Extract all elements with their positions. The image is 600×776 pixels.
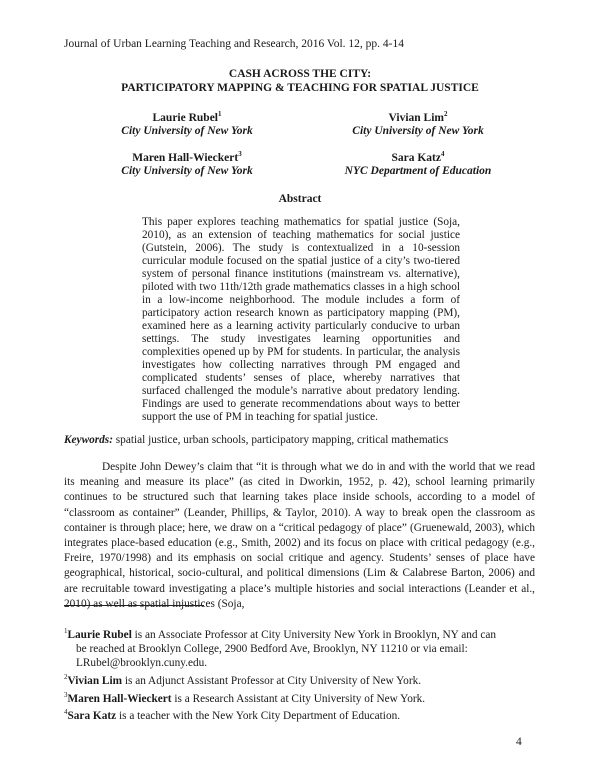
author-footnote-mark: 1 (218, 110, 222, 118)
abstract-heading: Abstract (278, 193, 322, 205)
author-name: Sara Katz (391, 151, 441, 164)
keywords-text: spatial justice, urban schools, participatory mapping, critical mathematics (115, 434, 449, 446)
footnote-author: Sara Katz (67, 710, 117, 723)
journal-header: Journal of Urban Learning Teaching and Research, 2016 Vol. 12, pp. 4-14 (64, 38, 404, 50)
keywords-label: Keywords: (64, 434, 113, 446)
author-block-3 (77, 150, 297, 177)
footnote-mark: 2 (64, 672, 68, 681)
footnote-text: is an Adjunct Assistant Professor at City University of New York. (122, 674, 422, 687)
author-block-1 (77, 110, 297, 137)
footnotes (64, 624, 544, 723)
footnote-divider (64, 605, 204, 606)
footnote-mark: 1 (64, 627, 68, 635)
footnote-author: Maren Hall-Wieckert (67, 692, 172, 705)
keywords-line (64, 434, 544, 446)
author-block-4 (308, 150, 528, 177)
author-name: Laurie Rubel (152, 111, 218, 124)
abstract-text: This paper explores teaching mathematics for spatial justice (Soja, 2010), as an extension of teaching mathematics for social justice (Gutstein, 2006). The study is contextualized in a 10-session curricular module focused on the spatial justice of a city’s two-tiered system of personal finance institutions (mainstream vs. alternative), piloted with two 11th/12th grade mathematics classes in a high school in a low-income neighborhood. The module includes a form of participatory action research known as participatory mapping (PM), examined here as a learning activity particularly conducive to urban settings. The study investigates learning opportunities and complexities opened up by PM for students. In particular, the analysis investigates how collecting narratives through PM engaged and complicated students’ senses of place, whereby narratives that surfaced challenged the module’s narrative about predatory lending. Findings are used to generate recommendations about ways to better support the use of PM in teaching for spatial justice. (142, 216, 460, 423)
author-name: Maren Hall-Wieckert (132, 151, 239, 164)
paper-title-line-1: CASH ACROSS THE CITY: (228, 68, 372, 80)
author-footnote-mark: 3 (238, 150, 242, 158)
author-footnote-mark: 4 (441, 150, 445, 158)
author-footnote-mark: 2 (443, 110, 448, 118)
author-affiliation: City University of New York (352, 124, 484, 137)
footnote-2 (64, 670, 544, 688)
footnote-mark: 4 (64, 708, 68, 717)
footnote-text: is a teacher with the New York City Department of Education. (116, 710, 401, 723)
body-paragraph: Despite John Dewey’s claim that “it is through what we do in and with the world that we read its meaning and measure its place” (as cited in Dworkin, 1952, p. 42), school learning primarily continues to be structured such that learning takes place inside schools, according to a model of “classroom as container” (Leander, Phillips, & Taylor, 2010). A way to break open the classroom as container is through place; here, we draw on a “critical pedagogy of place” (Gruenewald, 2003), which integrates place-based education (e.g., Smith, 2002) and its focus on place with critical pedagogy (e.g., Freire, 1970/1998) and its emphasis on social critique and agency. Students’ senses of place have geographical, historical, socio-cultural, and political dimensions (Lim & Calabrese Barton, 2006) and are recruitable toward investigating a place’s multiple histories and social interactions (Leander et al., 2010) as well as spatial injustices (Soja, (64, 461, 535, 610)
author-name: Vivian Lim (388, 111, 444, 124)
footnote-author: Laurie Rubel (67, 628, 132, 641)
paper-title-line-2: PARTICIPATORY MAPPING & TEACHING FOR SPATIAL JUSTICE (121, 82, 479, 94)
author-affiliation: City University of New York (121, 164, 253, 177)
footnote-text: is a Research Assistant at City University of New York. (171, 692, 426, 705)
footnote-author: Vivian Lim (67, 674, 123, 687)
footnote-mark: 3 (64, 690, 68, 699)
footnote-3 (64, 688, 544, 706)
footnote-4 (64, 705, 544, 723)
author-affiliation: City University of New York (121, 124, 253, 137)
footnote-1-email: LRubel@brooklyn.cuny.edu. (76, 656, 208, 669)
author-block-2 (308, 110, 528, 137)
footnote-1-continuation: be reached at Brooklyn College, 2900 Bedford Ave, Brooklyn, NY 11210 or via email: (76, 642, 468, 655)
footnote-1 (64, 624, 544, 642)
author-affiliation: NYC Department of Education (344, 164, 492, 177)
footnote-text: is an Associate Professor at City University New York in Brooklyn, NY and can (131, 628, 497, 641)
page-number: 4 (516, 736, 522, 748)
